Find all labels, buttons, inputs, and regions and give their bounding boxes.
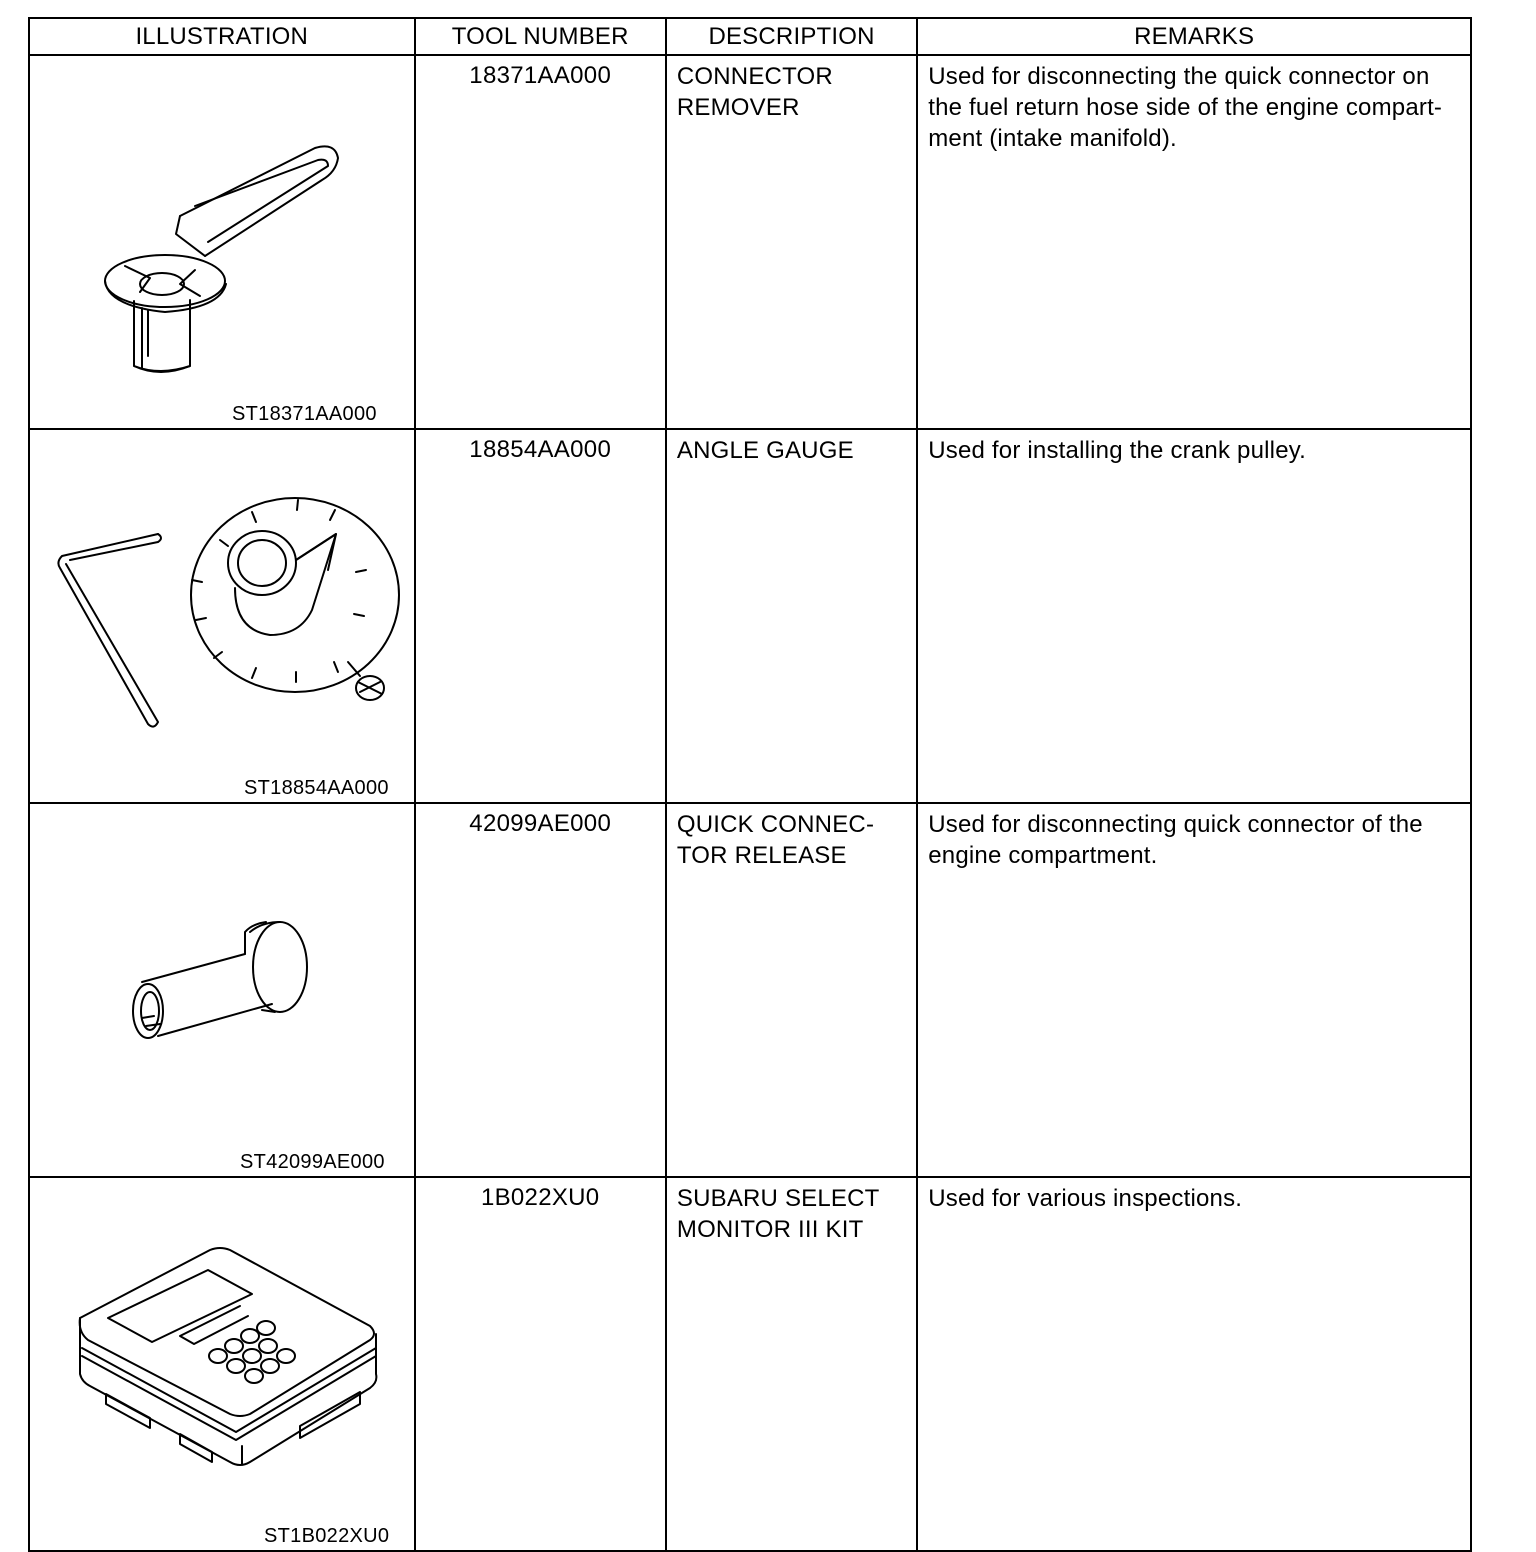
special-tools-table bbox=[28, 17, 1472, 1552]
description-cell bbox=[666, 429, 917, 803]
header-row bbox=[29, 18, 1471, 55]
table-row bbox=[29, 429, 1471, 803]
header-remarks: REMARKS bbox=[917, 18, 1471, 55]
description-cell bbox=[666, 55, 917, 429]
remarks-cell bbox=[917, 429, 1471, 803]
quick-connector-release-drawing bbox=[30, 804, 415, 1170]
illustration-cell bbox=[29, 429, 415, 803]
illustration-cell bbox=[29, 55, 415, 429]
description-cell bbox=[666, 1177, 917, 1551]
table-row bbox=[29, 803, 1471, 1177]
select-monitor-kit-drawing bbox=[30, 1178, 415, 1544]
remarks-line: the fuel return hose side of the engine compart- bbox=[928, 94, 1443, 121]
table-row bbox=[29, 1177, 1471, 1551]
illustration-code: ST18854AA000 bbox=[244, 777, 389, 799]
illustration-code: ST18371AA000 bbox=[232, 403, 377, 425]
tool-number-cell: 1B022XU0 bbox=[415, 1177, 666, 1551]
illustration-cell bbox=[29, 1177, 415, 1551]
table-row bbox=[29, 55, 1471, 429]
tool-number-cell: 42099AE000 bbox=[415, 803, 666, 1177]
remarks-line: Used for disconnecting the quick connector on bbox=[928, 63, 1430, 90]
description-line: QUICK CONNEC- bbox=[676, 811, 875, 838]
tool-number-cell: 18371AA000 bbox=[415, 55, 666, 429]
description-line: SUBARU SELECT bbox=[676, 1185, 880, 1212]
remarks-cell bbox=[917, 803, 1471, 1177]
illustration-code: ST1B022XU0 bbox=[264, 1525, 390, 1547]
description-line: CONNECTOR bbox=[676, 63, 833, 90]
remarks-line: ment (intake manifold). bbox=[928, 125, 1177, 152]
connector-remover-drawing bbox=[30, 56, 415, 422]
header-illustration: ILLUSTRATION bbox=[29, 18, 415, 55]
tool-number-cell: 18854AA000 bbox=[415, 429, 666, 803]
description-line: MONITOR III KIT bbox=[676, 1216, 864, 1243]
header-description: DESCRIPTION bbox=[666, 18, 917, 55]
remarks-cell bbox=[917, 55, 1471, 429]
angle-gauge-drawing bbox=[30, 430, 415, 796]
remarks-line: Used for installing the crank pulley. bbox=[928, 437, 1307, 464]
description-cell bbox=[666, 803, 917, 1177]
description-line: TOR RELEASE bbox=[676, 842, 847, 869]
header-tool-number: TOOL NUMBER bbox=[415, 18, 666, 55]
description-line: REMOVER bbox=[676, 94, 800, 121]
remarks-line: Used for various inspections. bbox=[928, 1185, 1243, 1212]
remarks-line: engine compartment. bbox=[928, 842, 1158, 869]
illustration-cell bbox=[29, 803, 415, 1177]
description-line: ANGLE GAUGE bbox=[676, 437, 854, 464]
illustration-code: ST42099AE000 bbox=[240, 1151, 385, 1173]
remarks-cell bbox=[917, 1177, 1471, 1551]
remarks-line: Used for disconnecting quick connector of the bbox=[928, 811, 1423, 838]
